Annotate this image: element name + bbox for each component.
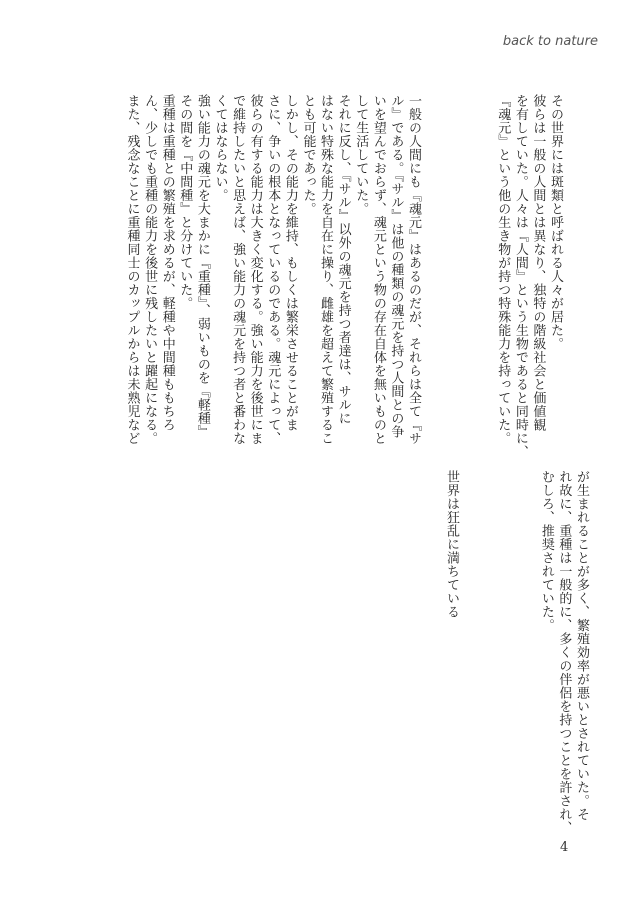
text-line: しかし、その能力を維持、もしくは繁栄させることがま	[282, 94, 298, 432]
text-line: を有していた。人々は『人間』という生物であると同時に、	[512, 94, 528, 459]
running-header: back to nature	[502, 34, 598, 49]
text-line: また、残念なことに重種同士のカップルからは未熟児など	[124, 94, 140, 445]
text-block-top	[494, 94, 564, 459]
text-line: いを望んでおらず、魂元という物の存在自体を無いものと	[370, 94, 386, 445]
text-line: その間を『中間種』と分けていた。	[177, 94, 193, 310]
text-line: 一般の人間にも『魂元』はあるのだが、それらは全て『サ	[406, 94, 421, 445]
text-line: とも可能であった。	[300, 94, 316, 216]
text-line: して生活していた。	[353, 94, 369, 216]
text-line: それに反し、『サル』以外の魂元を持つ者達は、サルに	[335, 94, 351, 425]
text-line: 強い能力の魂元を大まかに『重種』、弱いものを『軽種』	[194, 94, 210, 439]
text-line: むしろ、推奨されていた。	[538, 470, 554, 632]
text-line: その世界には斑類と呼ばれる人々が居た。	[548, 94, 563, 351]
page-number: 4	[560, 840, 569, 855]
text-line: ん、少しでも重種の能力を後世に残したいと躍起になる。	[142, 94, 158, 445]
text-line: れ故に、重種は一般的に、多くの伴侶を持つことを許され、	[556, 470, 572, 835]
text-line: くてはならない。	[212, 94, 228, 202]
text-line: はない特殊な能力を自在に操り、雌雄を超えて繁殖するこ	[318, 94, 334, 445]
text-line: 彼らは一般の人間とは異なり、独特の階級社会と価値観	[530, 94, 546, 432]
text-line: 『魂元』という他の生き物が持つ特殊能力を持っていた。	[495, 94, 511, 445]
text-line: ル』である。『サル』は他の種類の魂元を持つ人間との争	[388, 94, 404, 439]
text-line: 重種は重種との繁殖を求めるが、軽種や中間種ももちろ	[159, 94, 175, 432]
text-block-main	[123, 94, 422, 445]
epigraph: 世界は狂乱に満ちている	[444, 470, 459, 619]
text-line: 彼らの有する能力は大きく変化する。強い能力を後世にま	[247, 94, 263, 445]
text-line: が生まれることが多く、繁殖効率が悪いとされていた。そ	[574, 470, 589, 821]
text-line: で維持したいと思えば、強い能力の魂元を持つ者と番わな	[230, 94, 246, 445]
text-line: さに、争いの根本となっているのである。魂元によって、	[265, 94, 281, 445]
text-block-bottom	[537, 470, 590, 835]
